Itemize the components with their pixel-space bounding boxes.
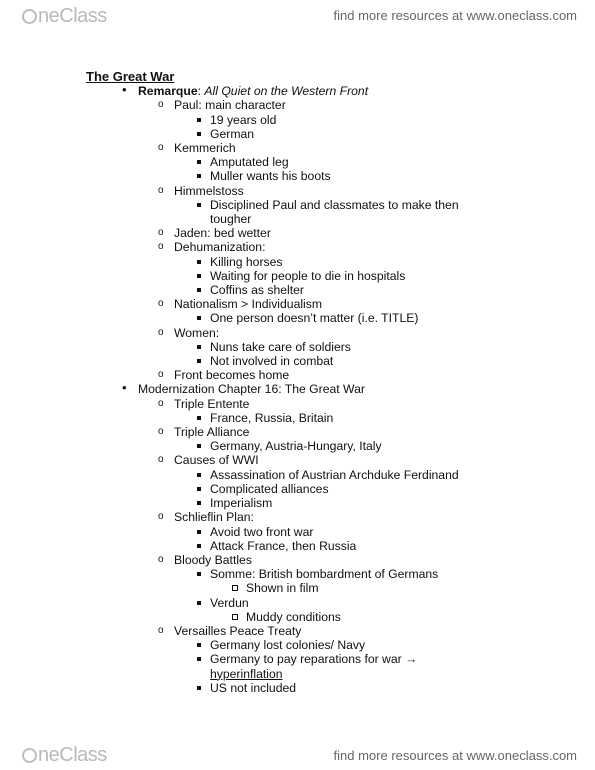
- list-item: o Schlieflin Plan:: [86, 510, 566, 524]
- list-item: o Nationalism > Individualism: [86, 297, 566, 311]
- line: Germany to pay reparations for war →: [210, 652, 418, 667]
- list-item: One person doesn’t matter (i.e. TITLE): [86, 311, 566, 325]
- list-item: Nuns take care of soldiers: [86, 340, 566, 354]
- list-item: 19 years old: [86, 113, 566, 127]
- line: tougher: [210, 212, 252, 227]
- logo-text: neClass: [38, 744, 107, 766]
- list-item: Shown in film: [86, 581, 566, 595]
- doc-title: The Great War: [86, 69, 175, 84]
- list-item: Avoid two front war: [86, 525, 566, 539]
- list-item: [86, 198, 566, 226]
- list-item: Coffins as shelter: [86, 283, 566, 297]
- list-item: Muddy conditions: [86, 610, 566, 624]
- book-title: All Quiet on the Western Front: [204, 84, 369, 99]
- list-item: o Triple Alliance: [86, 425, 566, 439]
- logo-o-icon: [22, 9, 37, 24]
- list-item: German: [86, 127, 566, 141]
- oneclass-logo-footer: [22, 744, 107, 767]
- list-item: Attack France, then Russia: [86, 539, 566, 553]
- logo-text: neClass: [38, 5, 107, 27]
- list-item: Germany, Austria-Hungary, Italy: [86, 439, 566, 453]
- list-item: [86, 652, 566, 680]
- list-item: o Kemmerich: [86, 141, 566, 155]
- line: Disciplined Paul and classmates to make then: [210, 197, 459, 212]
- list-item: o Dehumanization:: [86, 240, 566, 254]
- footer-tagline: find more resources at www.oneclass.com: [333, 748, 577, 763]
- notes-document: [86, 70, 566, 695]
- list-item: o Triple Entente: [86, 397, 566, 411]
- list-item: Somme: British bombardment of Germans: [86, 567, 566, 581]
- notes-outline: [86, 84, 566, 695]
- list-item: Not involved in combat: [86, 354, 566, 368]
- logo-o-icon: [22, 748, 37, 763]
- list-item: Muller wants his boots: [86, 169, 566, 183]
- list-item: o Paul: main character: [86, 98, 566, 112]
- list-item: o Versailles Peace Treaty: [86, 624, 566, 638]
- remarque-label: Remarque: [138, 84, 198, 99]
- list-item: Waiting for people to die in hospitals: [86, 269, 566, 283]
- list-item: o Jaden: bed wetter: [86, 226, 566, 240]
- list-item: Complicated alliances: [86, 482, 566, 496]
- list-item: Killing horses: [86, 255, 566, 269]
- list-item: o Women:: [86, 326, 566, 340]
- list-item: Imperialism: [86, 496, 566, 510]
- line: hyperinflation: [210, 666, 283, 681]
- colon: :: [197, 84, 205, 99]
- list-item: Verdun: [86, 596, 566, 610]
- oneclass-logo: [22, 5, 107, 28]
- list-item: [86, 84, 566, 98]
- list-item: Amputated leg: [86, 155, 566, 169]
- list-item: o Himmelstoss: [86, 184, 566, 198]
- header-tagline: find more resources at www.oneclass.com: [333, 8, 577, 23]
- list-item: o Causes of WWI: [86, 453, 566, 467]
- list-item: • Modernization Chapter 16: The Great War: [86, 382, 566, 396]
- list-item: o Front becomes home: [86, 368, 566, 382]
- list-item: US not included: [86, 681, 566, 695]
- list-item: Assassination of Austrian Archduke Ferdinand: [86, 468, 566, 482]
- list-item: France, Russia, Britain: [86, 411, 566, 425]
- list-item: o Bloody Battles: [86, 553, 566, 567]
- list-item: Germany lost colonies/ Navy: [86, 638, 566, 652]
